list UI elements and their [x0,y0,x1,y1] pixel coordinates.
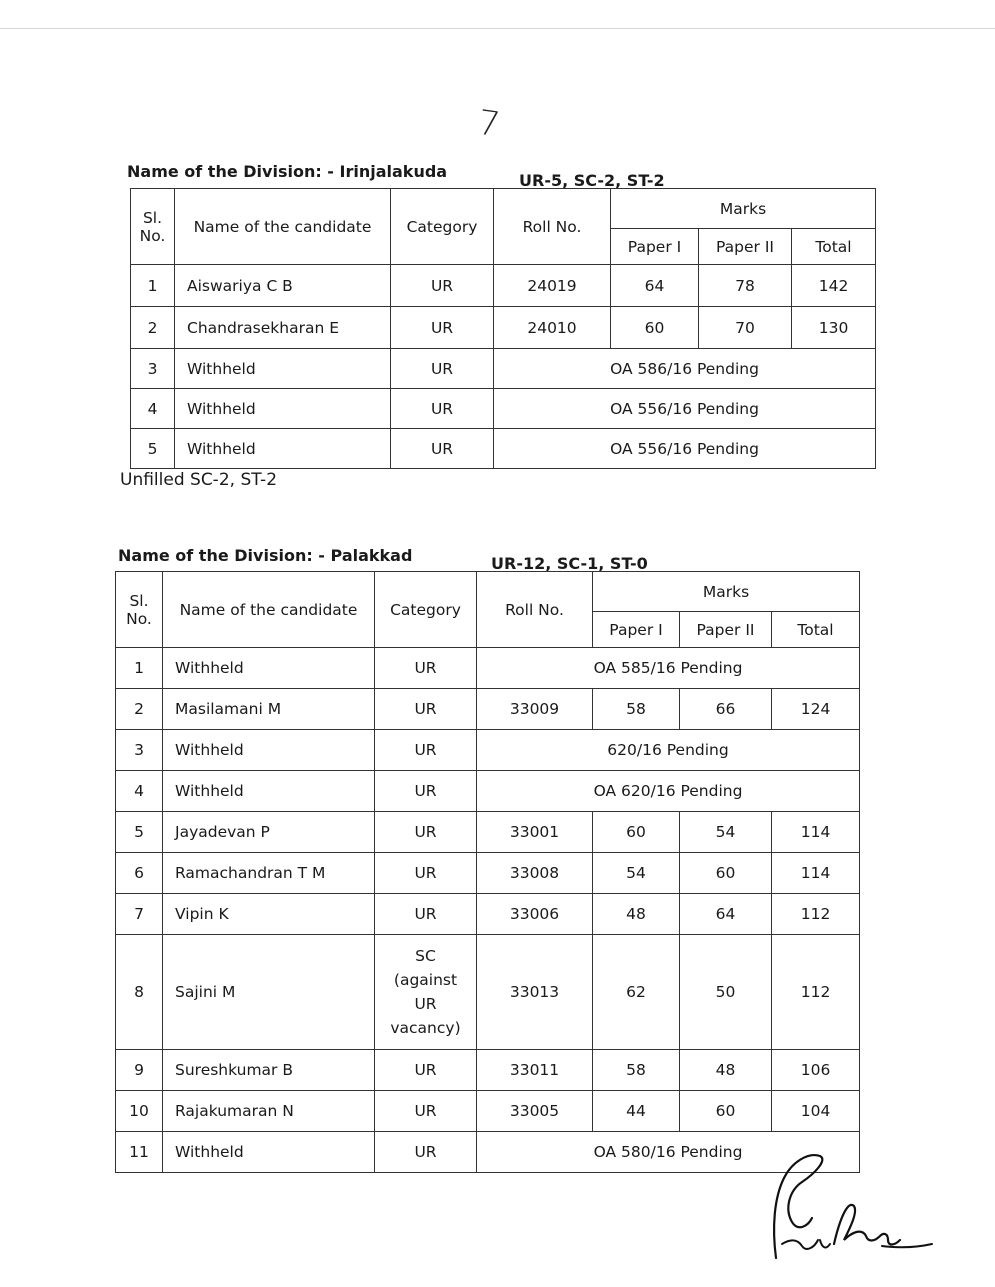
row-category: UR [391,349,494,389]
row-candidate-name: Withheld [163,1132,375,1173]
row-candidate-name: Withheld [163,648,375,689]
header-category: Category [375,572,477,648]
row-roll-no: 33001 [477,812,593,853]
header-paper2: Paper II [699,229,792,265]
row-roll-no: 33013 [477,935,593,1050]
row-remark: OA 556/16 Pending [494,429,876,469]
table-row [116,853,860,894]
division-quota: UR-5, SC-2, ST-2 [519,171,665,190]
row-candidate-name: Withheld [163,771,375,812]
row-sl: 3 [131,349,175,389]
row-paper2: 66 [680,689,772,730]
row-sl: 1 [131,265,175,307]
header-sl-no: Sl. No. [131,189,175,265]
row-total: 112 [772,935,860,1050]
row-candidate-name: Jayadevan P [163,812,375,853]
row-sl: 1 [116,648,163,689]
header-total: Total [792,229,876,265]
row-candidate-name: Withheld [175,429,391,469]
row-roll-no: 33009 [477,689,593,730]
row-paper1: 58 [593,689,680,730]
row-sl: 5 [116,812,163,853]
table-row [116,1091,860,1132]
row-candidate-name: Withheld [163,730,375,771]
row-category: UR [391,307,494,349]
division-name-label: Name of the Division: - Irinjalakuda [127,162,448,181]
table-row [116,812,860,853]
table-row [131,429,876,469]
row-paper1: 60 [611,307,699,349]
row-category: UR [375,1050,477,1091]
header-total: Total [772,612,860,648]
row-total: 112 [772,894,860,935]
row-category: UR [375,1132,477,1173]
division-name-label: Name of the Division: - Palakkad [118,546,413,565]
row-sl: 10 [116,1091,163,1132]
row-category: UR [375,812,477,853]
table-row [116,1132,860,1173]
table-row [131,349,876,389]
row-sl: 2 [131,307,175,349]
row-category: UR [391,265,494,307]
row-candidate-name: Aiswariya C B [175,265,391,307]
row-roll-no: 24010 [494,307,611,349]
row-sl: 3 [116,730,163,771]
row-category: UR [391,389,494,429]
row-candidate-name: Vipin K [163,894,375,935]
header-sl-no: Sl. No. [116,572,163,648]
table-row [116,730,860,771]
row-total: 124 [772,689,860,730]
table-row [131,389,876,429]
table-row [116,1050,860,1091]
row-sl: 4 [131,389,175,429]
header-candidate: Name of the candidate [163,572,375,648]
row-total: 142 [792,265,876,307]
row-candidate-name: Masilamani M [163,689,375,730]
row-paper2: 54 [680,812,772,853]
row-roll-no: 33006 [477,894,593,935]
row-candidate-name: Sajini M [163,935,375,1050]
row-paper2: 70 [699,307,792,349]
row-paper1: 44 [593,1091,680,1132]
row-roll-no: 33008 [477,853,593,894]
header-roll-no: Roll No. [477,572,593,648]
page-number: 7 [475,102,503,146]
row-remark: OA 556/16 Pending [494,389,876,429]
division-quota: UR-12, SC-1, ST-0 [491,554,648,573]
row-sl: 9 [116,1050,163,1091]
row-remark: OA 586/16 Pending [494,349,876,389]
row-category: UR [375,853,477,894]
row-total: 106 [772,1050,860,1091]
table-row [116,771,860,812]
row-paper1: 54 [593,853,680,894]
row-category: SC (against UR vacancy) [375,935,477,1050]
row-paper1: 58 [593,1050,680,1091]
row-candidate-name: Chandrasekharan E [175,307,391,349]
row-roll-no: 24019 [494,265,611,307]
row-paper2: 50 [680,935,772,1050]
row-paper1: 60 [593,812,680,853]
row-category: UR [375,689,477,730]
row-paper2: 60 [680,1091,772,1132]
unfilled-note: Unfilled SC-2, ST-2 [120,470,278,490]
row-remark: OA 620/16 Pending [477,771,860,812]
marks-table [115,571,860,1173]
header-paper2: Paper II [680,612,772,648]
header-paper1: Paper I [611,229,699,265]
row-total: 114 [772,812,860,853]
marks-table [130,188,876,469]
row-total: 130 [792,307,876,349]
row-sl: 2 [116,689,163,730]
table-row [116,648,860,689]
row-candidate-name: Ramachandran T M [163,853,375,894]
row-candidate-name: Rajakumaran N [163,1091,375,1132]
row-total: 104 [772,1091,860,1132]
table-row [116,935,860,1050]
table-row [116,689,860,730]
row-remark: 620/16 Pending [477,730,860,771]
row-sl: 11 [116,1132,163,1173]
row-candidate-name: Withheld [175,389,391,429]
header-category: Category [391,189,494,265]
row-sl: 5 [131,429,175,469]
page-top-edge [0,28,995,29]
row-sl: 4 [116,771,163,812]
row-category: UR [375,1091,477,1132]
row-paper2: 48 [680,1050,772,1091]
row-roll-no: 33011 [477,1050,593,1091]
row-candidate-name: Withheld [175,349,391,389]
table-row [116,894,860,935]
row-remark: OA 585/16 Pending [477,648,860,689]
row-roll-no: 33005 [477,1091,593,1132]
row-paper1: 64 [611,265,699,307]
row-total: 114 [772,853,860,894]
row-category: UR [375,771,477,812]
row-sl: 7 [116,894,163,935]
header-marks: Marks [593,572,860,612]
table-row [131,307,876,349]
header-paper1: Paper I [593,612,680,648]
row-paper1: 48 [593,894,680,935]
signature [762,1148,937,1260]
row-candidate-name: Sureshkumar B [163,1050,375,1091]
header-roll-no: Roll No. [494,189,611,265]
row-paper2: 60 [680,853,772,894]
row-category: UR [391,429,494,469]
row-sl: 6 [116,853,163,894]
row-remark: OA 580/16 Pending [477,1132,860,1173]
row-paper2: 64 [680,894,772,935]
row-sl: 8 [116,935,163,1050]
row-category: UR [375,730,477,771]
row-paper1: 62 [593,935,680,1050]
header-candidate: Name of the candidate [175,189,391,265]
row-category: UR [375,648,477,689]
row-category: UR [375,894,477,935]
table-row [131,265,876,307]
header-marks: Marks [611,189,876,229]
row-paper2: 78 [699,265,792,307]
